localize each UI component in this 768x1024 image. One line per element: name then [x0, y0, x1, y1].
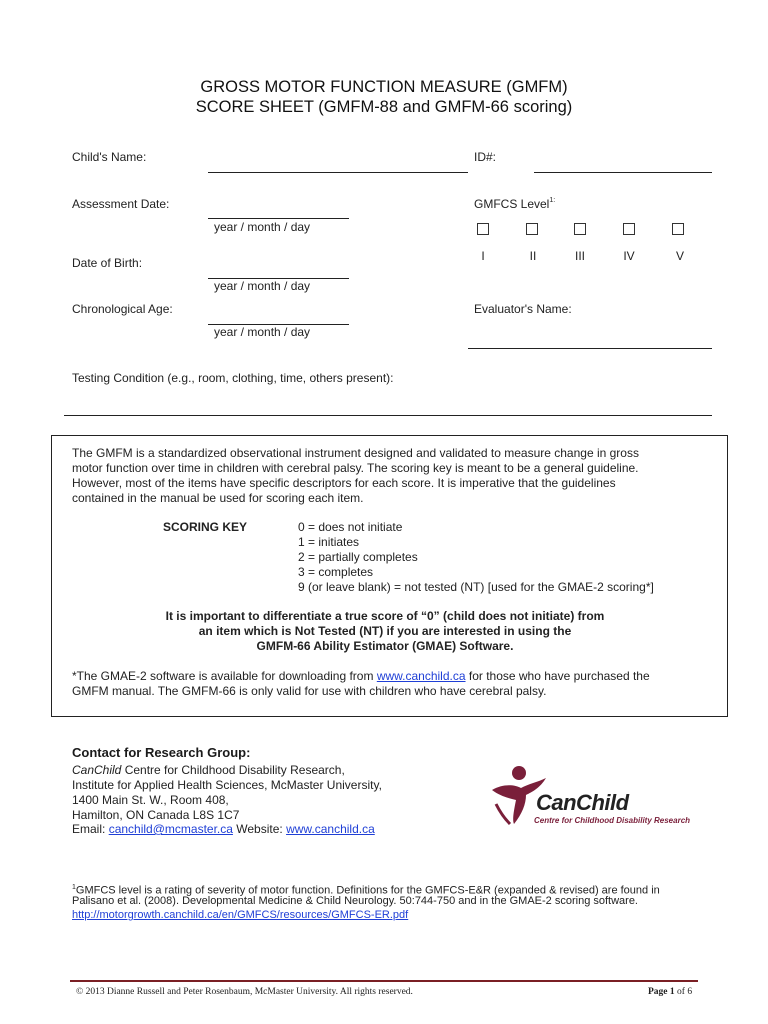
- assessment-date-label: Assessment Date:: [72, 197, 170, 211]
- important-line1: It is important to differentiate a true score of “0” (child does not initiate) from: [165, 609, 605, 623]
- page-word: Page: [648, 987, 668, 997]
- scoring-key-item-2: 2 = partially completes: [298, 550, 418, 564]
- footnote-line2: Palisano et al. (2008). Developmental Medicine & Child Neurology. 50:744-750 and in the GMAE-2 scoring software.: [72, 895, 638, 907]
- info-para-line1: The GMFM is a standardized observational instrument designed and validated to measure change in gross: [72, 446, 639, 460]
- gmfcs-checkbox-2[interactable]: [526, 223, 538, 235]
- scoring-key-item-1: 1 = initiates: [298, 535, 360, 549]
- info-para-line4: contained in the manual be used for scoring each item.: [72, 491, 364, 505]
- gmae-note-line2: GMFM manual. The GMFM-66 is only valid for use with children who have cerebral palsy.: [72, 684, 547, 698]
- gmfcs-checkbox-1[interactable]: [477, 223, 489, 235]
- copyright-text: © 2013 Dianne Russell and Peter Rosenbaum, McMaster University. All rights reserved.: [76, 987, 413, 997]
- gmfcs-er-link[interactable]: http://motorgrowth.canchild.ca/en/GMFCS/resources/GMFCS-ER.pdf: [72, 909, 409, 921]
- of-word: of: [677, 987, 685, 997]
- footnote-link-line: [72, 909, 408, 923]
- page-total: 6: [687, 987, 693, 997]
- canchild-logo: [488, 764, 708, 834]
- footnote-text1: GMFCS level is a rating of severity of motor function. Definitions for the GMFCS-E&R (expanded & revised) are found in: [75, 884, 660, 897]
- gmfcs-level-i: I: [481, 249, 485, 263]
- scoring-key-label: SCORING KEY: [163, 520, 248, 534]
- testing-condition-field[interactable]: [64, 415, 712, 416]
- website-label: Website:: [232, 822, 287, 836]
- info-para-line2: motor function over time in children with cerebral palsy. The scoring key is meant to be a general guideline.: [72, 461, 639, 475]
- gmae-note-post: for those who have purchased the: [465, 669, 650, 683]
- important-line2: an item which is Not Tested (NT) if you are interested in using the: [198, 624, 572, 638]
- childs-name-field[interactable]: [208, 172, 468, 173]
- date-of-birth-hint: year / month / day: [214, 279, 311, 293]
- id-label: ID#:: [474, 150, 497, 164]
- footnote-mark: 1: [72, 884, 76, 891]
- chronological-age-hint: year / month / day: [214, 325, 311, 339]
- gmfcs-level-label: [474, 197, 555, 211]
- gmfcs-level-v: V: [675, 249, 684, 263]
- gmfcs-level-iv: IV: [623, 249, 635, 263]
- contact-line3: 1400 Main St. W., Room 408,: [72, 793, 229, 807]
- website-link[interactable]: www.canchild.ca: [286, 822, 375, 836]
- id-field[interactable]: [534, 172, 712, 173]
- evaluator-name-label: Evaluator's Name:: [474, 302, 572, 316]
- important-line3: GMFM-66 Ability Estimator (GMAE) Software.: [256, 639, 514, 653]
- gmae-note-line1: [72, 669, 650, 684]
- email-label: Email:: [72, 822, 109, 836]
- evaluator-name-field[interactable]: [468, 348, 712, 349]
- page-title-line2: SCORE SHEET (GMFM-88 and GMFM-66 scoring): [195, 98, 573, 116]
- gmfcs-level-text: GMFCS Level: [474, 197, 550, 211]
- assessment-date-field[interactable]: [208, 218, 349, 219]
- gmfcs-level-iii: III: [574, 249, 585, 263]
- contact-org-italic: CanChild: [72, 763, 122, 777]
- page-title-line1: GROSS MOTOR FUNCTION MEASURE (GMFM): [200, 78, 568, 96]
- gmfcs-checkbox-3[interactable]: [574, 223, 586, 235]
- page-number: [648, 987, 692, 997]
- testing-condition-label: Testing Condition (e.g., room, clothing, time, others present):: [72, 371, 394, 385]
- info-para-line3: However, most of the items have specific descriptors for each score. It is imperative that the guidelines: [72, 476, 616, 490]
- childs-name-label: Child's Name:: [72, 150, 147, 164]
- contact-heading: Contact for Research Group:: [72, 745, 251, 760]
- logo-name: CanChild: [536, 790, 629, 815]
- contact-email-line: [72, 822, 375, 837]
- contact-org: [72, 763, 345, 778]
- gmfcs-footnote-mark: 1:: [549, 197, 556, 204]
- assessment-date-hint: year / month / day: [214, 220, 311, 234]
- footer-rule: [70, 980, 698, 982]
- contact-line2: Institute for Applied Health Sciences, McMaster University,: [72, 778, 382, 792]
- email-link[interactable]: canchild@mcmaster.ca: [108, 822, 233, 836]
- gmfcs-level-ii: II: [529, 249, 537, 263]
- page-num: 1: [669, 987, 675, 997]
- chronological-age-label: Chronological Age:: [72, 302, 173, 316]
- logo-tagline: Centre for Childhood Disability Research: [534, 816, 691, 825]
- contact-line4: Hamilton, ON Canada L8S 1C7: [72, 808, 240, 822]
- contact-org-rest: Centre for Childhood Disability Research,: [121, 763, 345, 777]
- scoring-key-item-9: 9 (or leave blank) = not tested (NT) [used for the GMAE-2 scoring*]: [298, 580, 654, 594]
- gmfcs-checkbox-5[interactable]: [672, 223, 684, 235]
- scoring-key-item-3: 3 = completes: [298, 565, 374, 579]
- gmfcs-checkbox-4[interactable]: [623, 223, 635, 235]
- gmae-note-pre: *The GMAE-2 software is available for downloading from: [72, 669, 377, 683]
- scoring-key-item-0: 0 = does not initiate: [298, 520, 403, 534]
- canchild-link[interactable]: www.canchild.ca: [376, 669, 466, 683]
- date-of-birth-label: Date of Birth:: [72, 256, 143, 270]
